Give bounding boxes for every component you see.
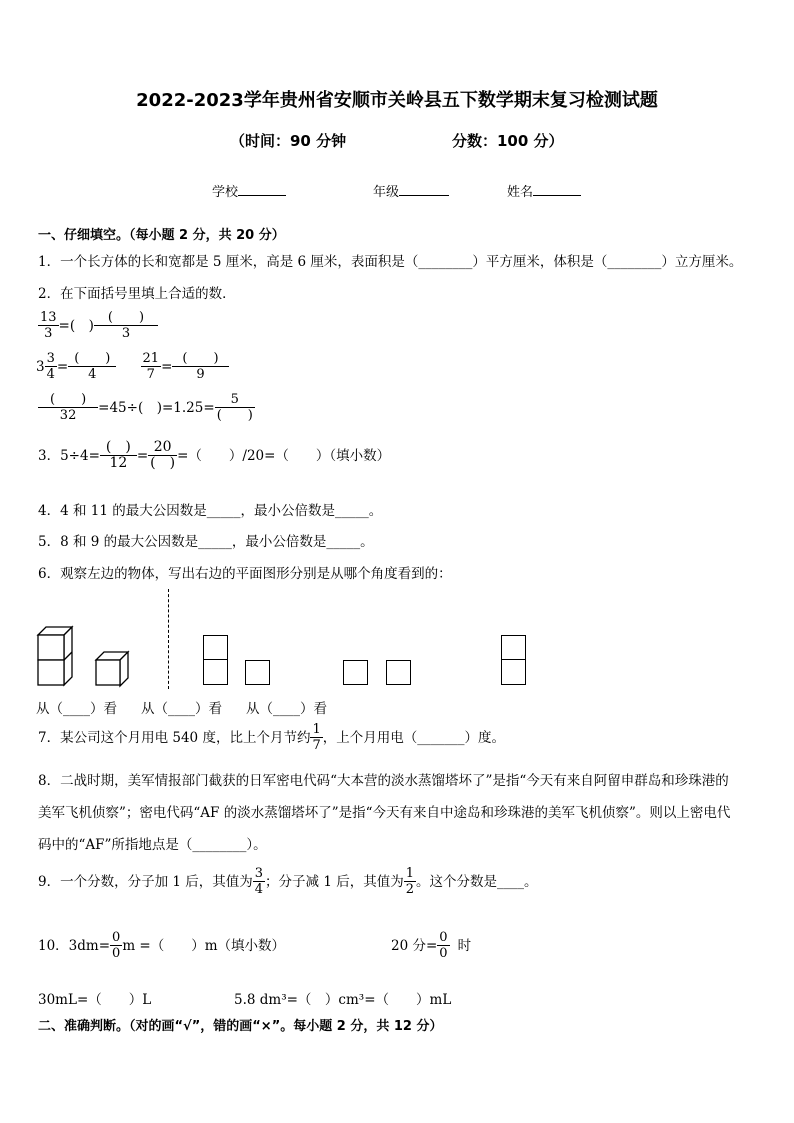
- fraction-answer[interactable]: $\frac{( )}{4}$: [68, 351, 116, 382]
- question-8-line-3: 码中的“AF”所指地点是（________）。: [38, 837, 267, 853]
- question-10-part-b: 20 分= $\frac{0}{0}$ 时: [391, 930, 472, 961]
- time-label: （时间：90 分钟: [230, 132, 347, 150]
- view-square: [501, 659, 526, 685]
- question-10-part-a: 10．3dm= $\frac{0}{0}$ m =（ ）m（填小数）: [38, 930, 286, 961]
- fraction-answer[interactable]: $\frac{( )}{32}$: [38, 392, 98, 423]
- score-label: 分数：100 分）: [452, 132, 564, 150]
- page-title: 2022-2023学年贵州省安顺市关岭县五下数学期末复习检测试题: [136, 90, 658, 111]
- fraction: $\frac{21}{7}$: [142, 351, 160, 382]
- view-square: [203, 659, 228, 685]
- question-9: 9．一个分数，分子加 1 后，其值为 $\frac{3}{4}$ ；分子减 1 后，其值为 $\frac{1}{2}$ 。这个分数是____。: [38, 866, 538, 897]
- view-label-1: 从（____）看: [36, 701, 117, 717]
- name-blank[interactable]: [533, 183, 581, 196]
- question-7: 7．某公司这个月用电 540 度，比上个月节约 $\frac{1}{7}$ ，上个月用电（_______）度。: [38, 722, 505, 753]
- question-10-part-d: 5.8 dm³=（ ）cm³=（ ）mL: [234, 992, 452, 1008]
- question-8-line-2: 美军飞机侦察”；密电代码“AF 的淡水蒸馏塔坏了”是指“今天有来自中途岛和珍珠港的美军飞机侦察”。则以上密电代: [38, 805, 731, 821]
- name-label: 姓名: [507, 185, 534, 200]
- stacked-cubes-drawing: [36, 625, 76, 687]
- fraction-answer[interactable]: $\frac{( )}{12}$: [100, 440, 137, 471]
- fraction: $\frac{1}{7}$: [312, 722, 321, 753]
- q2-row-1: $\frac{13}{3}$ =( ) $\frac{( )}{3}$: [38, 310, 158, 341]
- school-blank[interactable]: [238, 183, 286, 196]
- section-2-title: 二、准确判断。（对的画“√”，错的画“×”。每小题 2 分，共 12 分）: [38, 1019, 443, 1034]
- fraction-answer[interactable]: $\frac{5}{( )}$: [216, 392, 253, 423]
- fraction-answer[interactable]: $\frac{0}{0}$: [439, 930, 448, 961]
- question-3: 3．5÷4= $\frac{( )}{12}$ = $\frac{20}{( )}$ =（ ）/20=（ ）（填小数）: [38, 439, 391, 471]
- grade-field[interactable]: [373, 181, 449, 200]
- question-5: 5．8 和 9 的最大公因数是_____，最小公倍数是_____。: [38, 534, 374, 550]
- single-cube-drawing: [94, 650, 132, 688]
- question-10-part-c: 30mL=（ ）L: [38, 992, 152, 1008]
- fraction-answer[interactable]: $\frac{20}{( )}$: [150, 439, 176, 471]
- school-label: 学校: [212, 185, 239, 200]
- fraction-answer[interactable]: $\frac{( )}{3}$: [94, 310, 158, 341]
- question-1: 1．一个长方体的长和宽都是 5 厘米，高是 6 厘米，表面积是（________）平方厘米，体积是（________）立方厘米。: [38, 254, 743, 270]
- question-4: 4．4 和 11 的最大公因数是_____，最小公倍数是_____。: [38, 503, 383, 519]
- question-8-line-1: 8．二战时期，美军情报部门截获的日军密电代码“大本营的淡水蒸馏塔坏了”是指“今天有来自阿留申群岛和珍珠港的: [38, 773, 729, 789]
- fraction-answer[interactable]: $\frac{0}{0}$: [112, 930, 121, 961]
- question-6: 6．观察左边的物体，写出右边的平面图形分别是从哪个角度看到的：: [38, 566, 452, 582]
- view-square: [501, 635, 526, 660]
- fraction: $\frac{3}{4}$: [254, 866, 264, 897]
- fraction: $\frac{13}{3}$: [40, 310, 57, 341]
- section-1-title: 一、仔细填空。（每小题 2 分，共 20 分）: [38, 228, 285, 243]
- name-field[interactable]: [507, 181, 581, 200]
- view-label-2: 从（____）看: [141, 701, 222, 717]
- grade-blank[interactable]: [399, 183, 449, 196]
- fraction-answer[interactable]: $\frac{( )}{9}$: [172, 351, 228, 382]
- view-label-3: 从（____）看: [246, 701, 327, 717]
- view-square: [203, 635, 228, 660]
- grade-label: 年级: [373, 185, 400, 200]
- school-field[interactable]: [212, 181, 286, 200]
- question-2: 2．在下面括号里填上合适的数．: [38, 286, 236, 302]
- view-square: [386, 660, 411, 685]
- view-square: [343, 660, 368, 685]
- view-square: [245, 660, 270, 685]
- fraction: $\frac{3}{4}$: [46, 351, 55, 382]
- fraction: $\frac{1}{2}$: [405, 866, 414, 897]
- q2-row-3: $\frac{( )}{32}$ =45÷( )=1.25= $\frac{5}{( )}$: [38, 392, 255, 423]
- q2-row-2: 3 $\frac{3}{4}$ = $\frac{( )}{4}$ $\frac{21}{7}$ = $\frac{( )}{9}$: [36, 351, 229, 382]
- dashed-divider: [168, 589, 169, 689]
